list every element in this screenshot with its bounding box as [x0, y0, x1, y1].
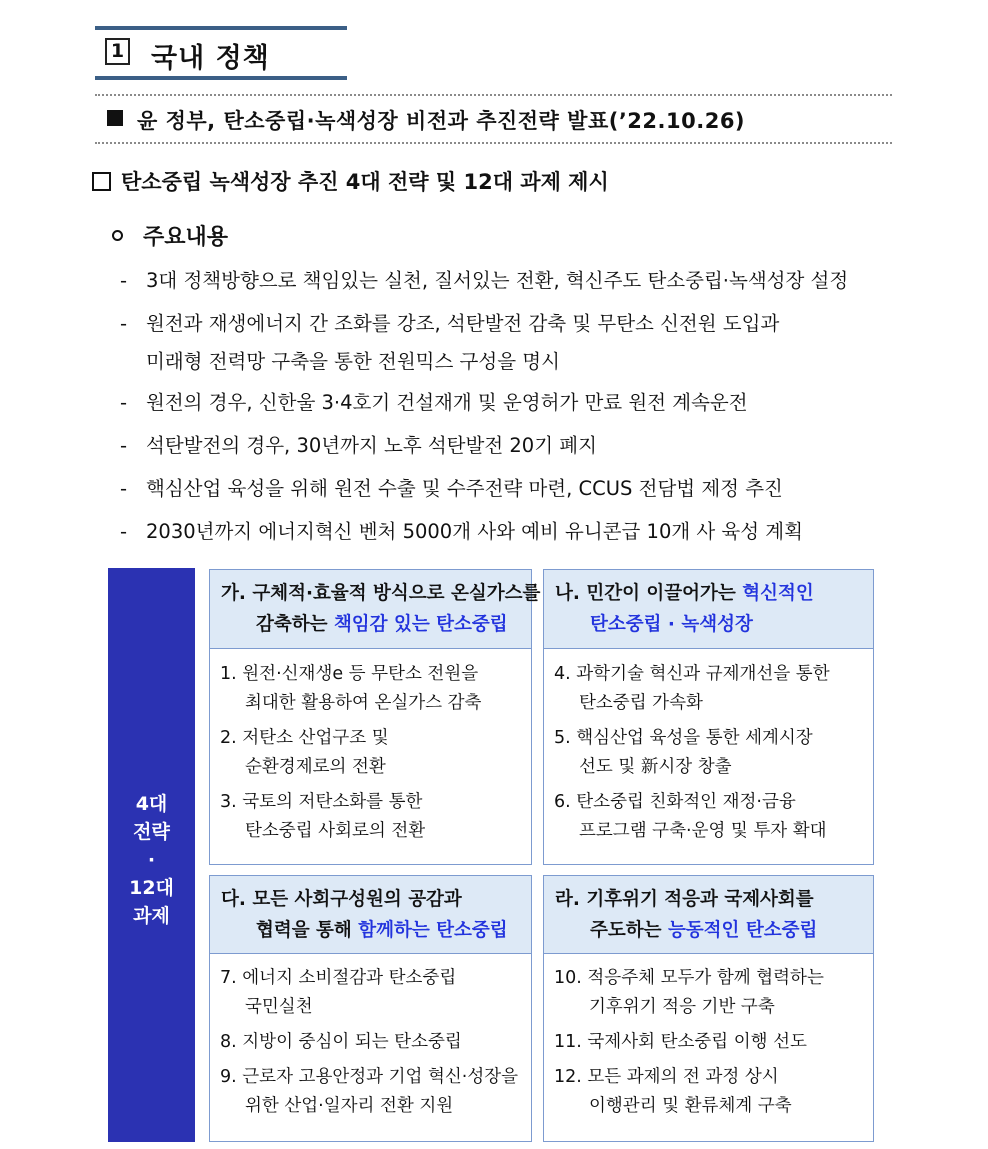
square-bullet-icon: [107, 110, 123, 126]
section-number: 1: [105, 38, 130, 65]
panel-tasks: 4. 과학기술 혁신과 규제개선을 통한 탄소중립 가속화 5. 핵심산업 육성을 통한 세계시장 선도 및 新시장 창출 6. 탄소중립 친화적인 재정·금융 프로그램 구축·운영 및 투자 확대: [554, 664, 830, 841]
panel-tasks: 1. 원전·신재생e 등 무탄소 전원을 최대한 활용하여 온실가스 감축 2. 저탄소 산업구조 및 순환경제로의 전환 3. 국토의 저탄소화를 통한 탄소중립 사회로의 전환: [220, 664, 482, 841]
panel-tasks: 7. 에너지 소비절감과 탄소중립 국민실천 8. 지방이 중심이 되는 탄소중립 9. 근로자 고용안정과 기업 혁신·성장을 위한 산업·일자리 전환 지원: [220, 968, 519, 1116]
news-headline-box: [95, 94, 892, 144]
news-headline: 윤 정부, 탄소중립·녹색성장 비전과 추진전략 발표(’22.10.26): [137, 109, 746, 133]
strategy-panel-da: [209, 875, 532, 1142]
strategy-panel-ga: [209, 569, 541, 865]
list-item: - 원전과 재생에너지 간 조화를 강조, 석탄발전 감축 및 무탄소 신전원 도입과 미래형 전력망 구축을 통한 전원믹스 구성을 명시: [120, 312, 780, 373]
subheading-text: 탄소중립 녹색성장 추진 4대 전략 및 12대 과제 제시: [121, 170, 609, 194]
key-content-heading: [112, 220, 228, 251]
section-title: 국내 정책: [151, 43, 270, 74]
list-item: - 원전의 경우, 신한울 3·4호기 건설재개 및 운영허가 만료 원전 계속운전: [120, 391, 748, 414]
list-item: - 2030년까지 에너지혁신 벤처 5000개 사와 예비 유니콘급 10개 사 육성 계획: [120, 520, 803, 543]
section-header: [95, 26, 347, 80]
panel-heading: 가. 구체적·효율적 방식으로 온실가스를 감축하는 책임감 있는 탄소중립: [210, 570, 531, 649]
panel-heading: 다. 모든 사회구성원의 공감과 협력을 통해 함께하는 탄소중립: [210, 876, 531, 954]
panel-heading: 나. 민간이 이끌어가는 혁신적인 탄소중립 · 녹색성장: [544, 570, 873, 649]
list-item: - 3대 정책방향으로 책임있는 실천, 질서있는 전환, 혁신주도 탄소중립·녹색성장 설정: [120, 269, 849, 292]
key-content-label: 주요내용: [143, 225, 229, 250]
list-item: - 핵심산업 육성을 위해 원전 수출 및 수주전략 마련, CCUS 전담법 제정 추진: [120, 477, 783, 500]
panel-heading: 라. 기후위기 적응과 국제사회를 주도하는 능동적인 탄소중립: [544, 876, 873, 954]
list-item: - 석탄발전의 경우, 30년까지 노후 석탄발전 20기 폐지: [120, 434, 597, 457]
strategy-side-label: 4대 전략 · 12대 과제: [108, 568, 195, 1142]
circle-bullet-icon: [112, 230, 123, 241]
strategy-panel-ra: [543, 875, 874, 1142]
panel-tasks: 10. 적응주체 모두가 함께 협력하는 기후위기 적응 기반 구축 11. 국제사회 탄소중립 이행 선도 12. 모든 과제의 전 과정 상시 이행관리 및 환류체계 구축: [554, 968, 824, 1116]
subheading: [92, 166, 609, 196]
checkbox-square-icon: [92, 172, 111, 191]
strategy-panel-na: [543, 569, 874, 865]
